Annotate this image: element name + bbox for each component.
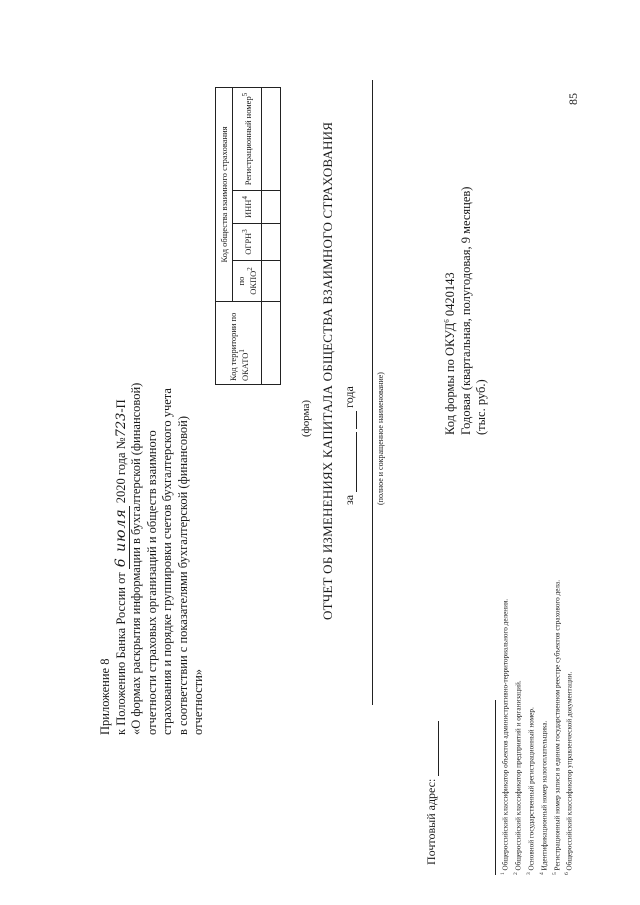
number-suffix: -П: [113, 399, 128, 413]
org-name-line: [372, 80, 373, 705]
handwritten-date: 6 июля: [112, 508, 129, 568]
footnote-6: $^6$ Общероссийский классификатор управленческой документации.: [564, 671, 574, 875]
appendix-title: Приложение 8: [98, 658, 112, 735]
ogrn-cell: [262, 224, 281, 261]
appendix-line-6: отчетности»: [191, 668, 205, 735]
appendix-line-1: [114, 0, 130, 735]
reg-number-cell: [262, 88, 281, 191]
okpo-header: по ОКПО$^2$: [233, 261, 262, 302]
reg-number-header: Регистрационный номер$^5$: [233, 88, 262, 191]
footnote-1: $^1$ Общероссийский классификатор объектов административно-территориального деления.: [500, 598, 510, 875]
appendix-line-1-prefix: к Положению Банка России от: [113, 572, 128, 735]
codes-table: [215, 87, 281, 385]
org-code-header: Код общества взаимного страхования: [216, 88, 233, 302]
okato-header: Код территории по ОКАТО$^1$: [216, 302, 262, 385]
appendix-line-3: отчетности страховых организаций и обществ взаимного: [144, 430, 159, 735]
codes-empty-row: [262, 88, 281, 385]
postal-address-blank: [438, 721, 439, 776]
okato-cell: [262, 302, 281, 385]
appendix-year: 2020 года №: [113, 437, 128, 504]
appendix-line-4: страхования и порядке группировки счетов бухгалтерского учета: [160, 388, 174, 735]
inn-cell: [262, 191, 281, 224]
handwritten-number: 723: [113, 412, 129, 438]
footnote-5: $^5$ Регистрационный номер записи в едином государственном реестре субъектов страхового дела.: [551, 580, 561, 875]
okpo-cell: [262, 261, 281, 302]
form-label: (форма): [300, 399, 312, 437]
okud-periodicity: Годовая (квартальная, полугодовая, 9 месяцев): [458, 186, 473, 435]
report-title: ОТЧЕТ ОБ ИЗМЕНЕНИЯХ КАПИТАЛА ОБЩЕСТВА ВЗАИМНОГО СТРАХОВАНИЯ: [320, 121, 335, 620]
period-blank-2: [356, 411, 357, 429]
page-number: 85: [566, 93, 580, 105]
org-name-caption: (полное и сокращенное наименование): [376, 372, 385, 505]
appendix-header: [98, 0, 207, 735]
okud-code-line: Код формы по ОКУД$^6$ 0420143: [443, 272, 458, 435]
footnote-separator: [495, 700, 496, 875]
okud-units: (тыс. руб.): [474, 379, 489, 435]
report-period: за года: [342, 386, 356, 505]
footnotes: [498, 580, 575, 875]
period-blank-1: [356, 432, 357, 492]
inn-header: ИНН$^4$: [233, 191, 262, 224]
okud-block: [440, 187, 490, 435]
footnote-2: $^2$ Общероссийский классификатор предприятий и организаций.: [512, 680, 523, 875]
footnote-4: $^4$ Идентификационный номер налогоплательщика.: [538, 720, 549, 875]
appendix-line-2: «О формах раскрытия информации в бухгалтерской (финансовой): [129, 382, 143, 735]
appendix-line-5: в соответствии с показателями бухгалтерской (финансовой): [175, 415, 190, 735]
ogrn-header: ОГРН$^3$: [233, 224, 262, 261]
footnote-3: $^3$ Основной государственный регистрационный номер.: [525, 707, 536, 875]
postal-address: Почтовый адрес:: [424, 721, 439, 865]
